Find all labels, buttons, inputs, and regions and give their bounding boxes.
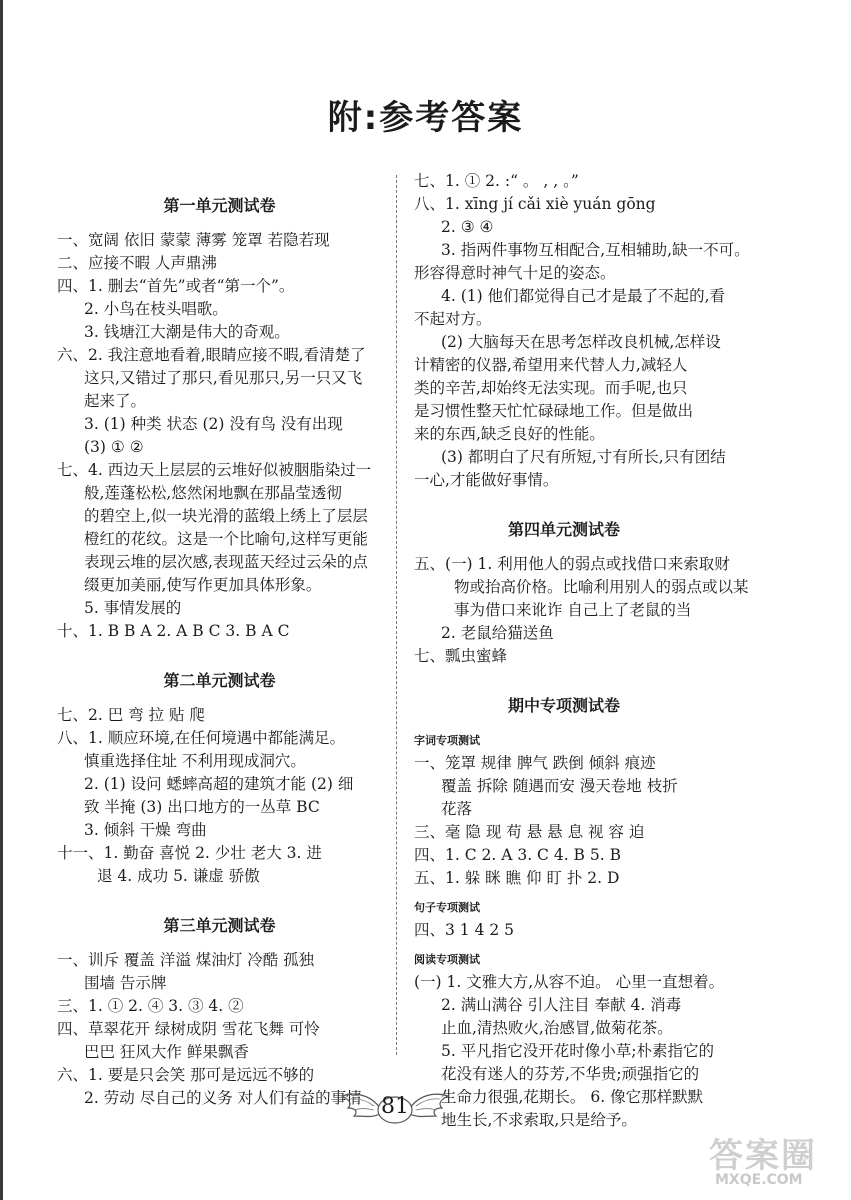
answer-line: 四、1. C 2. A 3. C 4. B 5. B [414,846,621,864]
answer-line: 2. (1) 设问 蟋蟀高超的建筑才能 (2) 细 [84,775,354,793]
answer-line: 类的辛苦,却始终无法实现。而手呢,也只 [414,379,688,397]
answer-line: 般,莲蓬松松,悠然闲地飘在那晶莹透彻 [84,484,342,502]
answer-line: 五、1. 躲 眯 瞧 仰 盯 扑 2. D [414,869,620,887]
page-number: 81 [381,1094,409,1119]
left-column [57,188,382,1110]
watermark-logo: 答案圈 [709,1136,817,1176]
answer-line: 七、4. 西边天上层层的云堆好似被胭脂染过一 [57,461,372,479]
answer-line: 生命力很强,花期长。 6. 像它那样默默 [441,1088,704,1106]
answer-line: 五、(一) 1. 利用他人的弱点或找借口来索取财 [414,555,730,573]
answer-line: 2. 小鸟在枝头唱歌。 [84,300,228,318]
answer-line: 八、1. 顺应环境,在任何境遇中都能满足。 [57,729,346,747]
midterm-heading: 期中专项测试卷 [507,696,620,715]
answer-line: 花没有迷人的芬芳,不华贵;顽强指它的 [441,1065,700,1083]
answer-line: 四、3 1 4 2 5 [414,921,515,939]
answer-line: 一、训斥 覆盖 洋溢 煤油灯 冷酷 孤独 [57,951,315,969]
answer-line: 致 半掩 (3) 出口地方的一丛草 BC [84,798,320,816]
answer-line: 四、1. 删去“首先”或者“第一个”。 [57,277,295,295]
answer-line: 3. 倾斜 干燥 弯曲 [84,821,207,839]
answer-line: 5. 事情发展的 [84,599,182,617]
answer-line: 2. 老鼠给猫送鱼 [441,624,554,642]
answer-line: 四、草翠花开 绿树成阴 雪花飞舞 可怜 [57,1020,320,1038]
answer-line: 止血,清热败火,治感冒,做菊花茶。 [441,1019,673,1037]
answer-line: 慎重选择住址 不利用现成洞穴。 [84,752,306,770]
column-divider [396,175,397,1055]
answer-line: 2. 劳动 尽自己的义务 对人们有益的事情 [84,1089,362,1107]
answer-line: 三、毫 隐 现 苟 悬 悬 息 视 容 迫 [414,823,645,841]
answer-line: 地生长,不求索取,只是给予。 [441,1111,637,1129]
subsection-title: 字词专项测试 [414,734,480,747]
answer-line: 是习惯性整天忙忙碌碌地工作。但是做出 [414,402,694,420]
answer-line: 一、笼罩 规律 脾气 跌倒 倾斜 痕迹 [414,754,656,772]
answer-line: 形容得意时神气十足的姿态。 [414,264,616,282]
answer-line: 三、1. ① 2. ④ 3. ③ 4. ② [57,997,244,1015]
answer-line: 六、2. 我注意地看着,眼睛应接不暇,看清楚了 [57,346,366,364]
unit4-heading: 第四单元测试卷 [507,520,620,539]
answer-line: 不起对方。 [414,310,492,328]
answer-line: 七、1. ① 2. :“ 。 , , 。” [414,172,579,190]
answer-line: 十、1. B B A 2. A B C 3. B A C [57,622,290,640]
answer-line: 一、宽阔 依旧 蒙蒙 薄雾 笼罩 若隐若现 [57,231,330,249]
answer-line: 巴巴 狂风大作 鲜果飘香 [84,1043,249,1061]
answer-line: 缀更加美丽,使写作更加具体形象。 [84,576,322,594]
answer-line: 4. (1) 他们都觉得自己才是最了不起的,看 [441,287,726,305]
watermark [705,1128,845,1194]
right-column [414,170,750,1132]
answer-line: 二、应接不暇 人声鼎沸 [57,254,217,272]
page-title: 附:参考答案 [327,98,524,138]
answer-line: 的碧空上,似一块光滑的蓝缎上绣上了层层 [84,507,368,525]
answer-line: 围墙 告示牌 [84,974,167,992]
answer-line: (2) 大脑每天在思考怎样改良机械,怎样设 [441,333,721,351]
answer-line: 一心,才能做好事情。 [414,471,559,489]
answer-line: 七、瓢虫蜜蜂 [414,647,508,665]
answer-line: (3) ① ② [84,438,144,456]
subsection-title: 句子专项测试 [414,901,480,914]
answer-line: 3. (1) 种类 状态 (2) 没有鸟 没有出现 [84,415,343,433]
page-number-badge [340,1088,450,1126]
answer-line: 物或抬高价格。比喻利用别人的弱点或以某 [454,578,749,596]
answer-line: (3) 都明白了尺有所短,寸有所长,只有团结 [441,448,726,466]
unit1-heading: 第一单元测试卷 [163,196,276,215]
answer-line: 退 4. 成功 5. 谦虚 骄傲 [97,867,260,885]
answer-line: 六、1. 要是只会笑 那可是远远不够的 [57,1066,315,1084]
answer-line: 这只,又错过了那只,看见那只,另一只又飞 [84,369,363,387]
answer-line: 计精密的仪器,希望用来代替人力,减轻人 [414,356,688,374]
answer-line: (一) 1. 文雅大方,从容不迫。 心里一直想着。 [414,973,725,991]
answer-line: 事为借口来讹诈 自己上了老鼠的当 [454,601,692,619]
answer-line: 2. 满山满谷 引人注目 奉献 4. 消毒 [441,996,682,1014]
answer-line: 橙红的花纹。这是一个比喻句,这样写更能 [84,530,368,548]
answer-line: 花落 [441,800,473,818]
subsection-title: 阅读专项测试 [414,953,480,966]
answer-line: 十一、1. 勤奋 喜悦 2. 少壮 老大 3. 进 [57,844,322,862]
answer-line: 2. ③ ④ [441,218,494,236]
answer-line: 起来了。 [84,392,147,410]
unit2-heading: 第二单元测试卷 [163,671,276,690]
answer-line: 七、2. 巴 弯 拉 贴 爬 [57,706,205,724]
answer-line: 来的东西,缺乏良好的性能。 [414,425,605,443]
answer-line: 八、1. xīng jí cǎi xiè yuán gōng [414,195,656,213]
answer-line: 3. 钱塘江大潮是伟大的奇观。 [84,323,290,341]
unit3-heading: 第三单元测试卷 [163,916,276,935]
answer-line: 表现云堆的层次感,表现蓝天经过云朵的点 [84,553,368,571]
watermark-url: MXQE.COM [715,1172,803,1188]
answer-line: 5. 平凡指它没开花时像小草;朴素指它的 [441,1042,714,1060]
answer-line: 3. 指两件事物互相配合,互相辅助,缺一不可。 [441,241,750,259]
answer-line: 覆盖 拆除 随遇而安 漫天卷地 枝折 [441,777,678,795]
